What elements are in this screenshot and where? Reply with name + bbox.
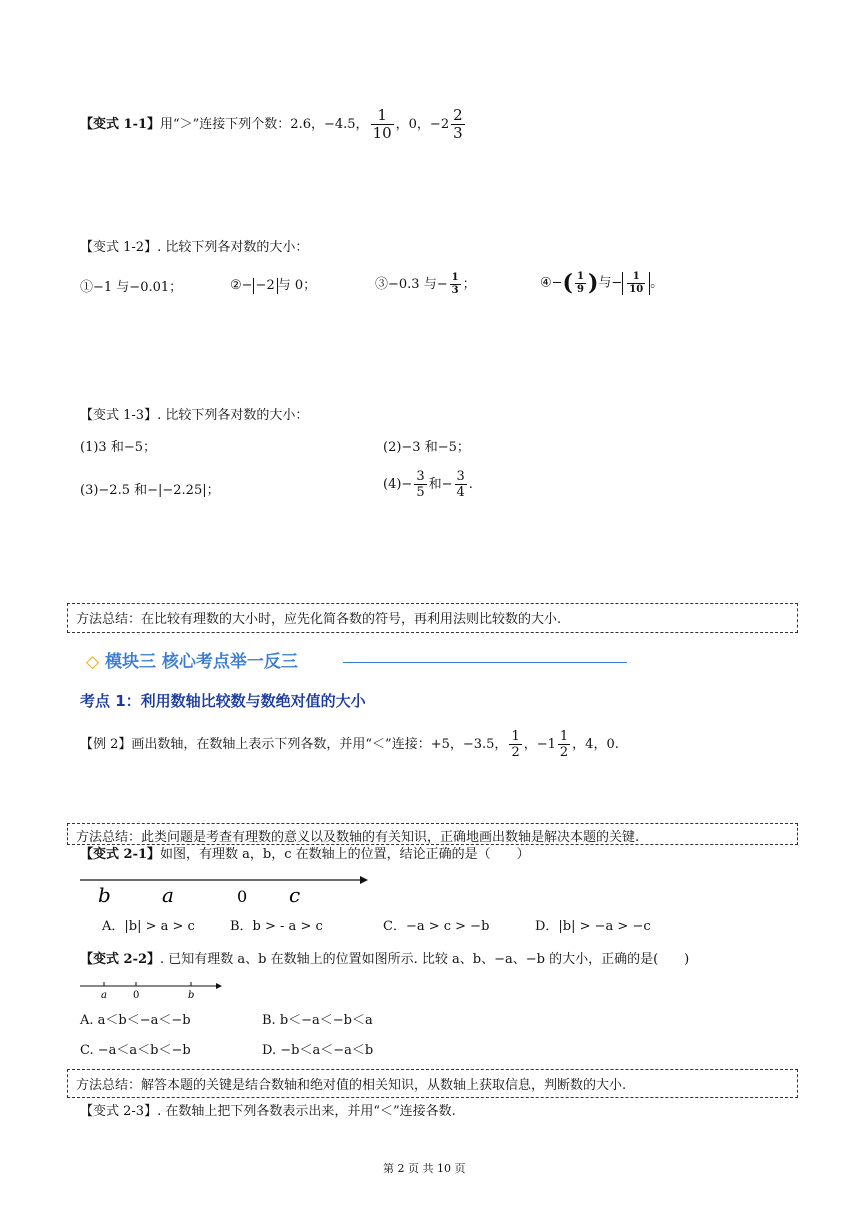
fraction-1-9: $\frac{1}{9}$ [576, 270, 584, 295]
fraction-1-2-b: $\frac{1}{2}$ [559, 729, 569, 760]
option-2-2-b[interactable]: B. b＜−a＜−b＜a [262, 1013, 373, 1028]
option-2-1-a[interactable]: A．|b| > a > c [102, 919, 195, 934]
variant-1-2-item3: ③−0.3 与− $\frac{1}{3}$ ； [375, 272, 476, 296]
variant-2-1: 【变式 2-1】如图，有理数 a，b，c 在数轴上的位置，结论正确的是（ ） [80, 847, 530, 862]
fraction-3-4: $\frac{3}{4}$ [456, 469, 465, 500]
option-2-1-b[interactable]: B．b > - a > c [230, 919, 323, 934]
option-2-2-c[interactable]: C. −a＜a＜b＜−b [80, 1043, 191, 1058]
fraction-1-3: $\frac{1}{3}$ [451, 272, 459, 296]
variant-1-1: 【变式 1-1】用“＞”连接下列个数：2.6，−4.5， $\frac{1}{10}$ ，0，−2 $\frac{2}{3}$ [80, 106, 463, 142]
variant-1-1-text: 用“＞”连接下列个数：2.6，−4.5， [160, 117, 369, 132]
axis2-label-a: a [101, 990, 107, 1001]
option-2-1-c[interactable]: C．−a > c > −b [383, 919, 490, 934]
axis-label-a: a [162, 883, 174, 907]
kaodian-1-title: 考点 1：利用数轴比较数与数绝对值的大小 [80, 692, 366, 710]
method-summary-3: 方法总结：解答本题的关键是结合数轴和绝对值的相关知识，从数轴上获取信息，判断数的大小. [67, 1069, 798, 1098]
module-3-title: 模块三 核心考点举一反三 [105, 652, 298, 672]
variant-1-2-item1: ①−1 与−0.01； [80, 280, 183, 295]
diamond-icon: ◇ [86, 652, 100, 672]
axis-label-0: 0 [237, 887, 248, 906]
example-2: 【例 2】画出数轴，在数轴上表示下列各数，并用“＜”连接：+5，−3.5， $\frac{1}{2}$ ，−1 $\frac{1}{2}$ ，4，0. [80, 729, 619, 760]
fraction-1-10: $\frac{1}{10}$ [372, 106, 392, 142]
module-3-header [86, 652, 298, 672]
axis2-label-b: b [188, 990, 195, 1001]
variant-1-3-item3: (3)−2.5 和−|−2.25|； [80, 483, 220, 498]
abs-value-bars: −2 [253, 278, 278, 294]
method-summary-2: 方法总结：此类问题是考查有理数的意义以及数轴的有关知识，正确地画出数轴是解决本题的关键. [67, 823, 798, 845]
option-2-2-d[interactable]: D. −b＜a＜−a＜b [262, 1043, 374, 1058]
option-2-2-a[interactable]: A. a＜b＜−a＜−b [80, 1013, 191, 1028]
axis-label-b: b [98, 883, 111, 907]
variant-1-3-item1: (1)3 和−5； [80, 440, 156, 455]
variant-1-2-item2: ②− −2 与 0； [230, 278, 317, 293]
variant-1-2-title: 【变式 1-2】. 比较下列各对数的大小： [80, 240, 309, 255]
fraction-3-5: $\frac{3}{5}$ [416, 469, 425, 500]
variant-1-3-title: 【变式 1-3】. 比较下列各对数的大小： [80, 408, 309, 423]
module-3-rule [343, 662, 627, 663]
option-2-1-d[interactable]: D．|b| > −a > −c [535, 919, 651, 934]
number-line-2-1 [78, 858, 378, 908]
abs-value-bars-2 [622, 272, 650, 295]
number-line-2-2 [78, 976, 228, 1002]
variant-1-2-item4: ④−( $\frac{1}{9}$ )与− $\frac{1}{10}$ 。 [540, 270, 664, 296]
variant-1-3-item2: (2)−3 和−5； [383, 440, 470, 455]
variant-1-3-item4: (4)− $\frac{3}{5}$ 和− $\frac{3}{4}$ . [383, 469, 473, 500]
method-summary-1: 方法总结：在比较有理数的大小时，应先化简各数的符号，再利用法则比较数的大小. [67, 603, 798, 633]
axis-label-c: c [289, 883, 301, 907]
variant-2-3: 【变式 2-3】. 在数轴上把下列各数表示出来，并用“＜”连接各数. [80, 1104, 456, 1119]
fraction-1-2: $\frac{1}{2}$ [511, 729, 520, 760]
fraction-1-10-b: $\frac{1}{10}$ [629, 270, 644, 295]
axis2-label-0: 0 [133, 990, 140, 1001]
variant-1-1-label: 【变式 1-1】 [80, 117, 161, 132]
page-footer: 第 2 页 共 10 页 [383, 1162, 466, 1175]
variant-2-2: 【变式 2-2】. 已知有理数 a、b 在数轴上的位置如图所示. 比较 a、b、−a、−b 的大小，正确的是( ) [80, 952, 690, 967]
fraction-2-3: $\frac{2}{3}$ [453, 106, 463, 142]
